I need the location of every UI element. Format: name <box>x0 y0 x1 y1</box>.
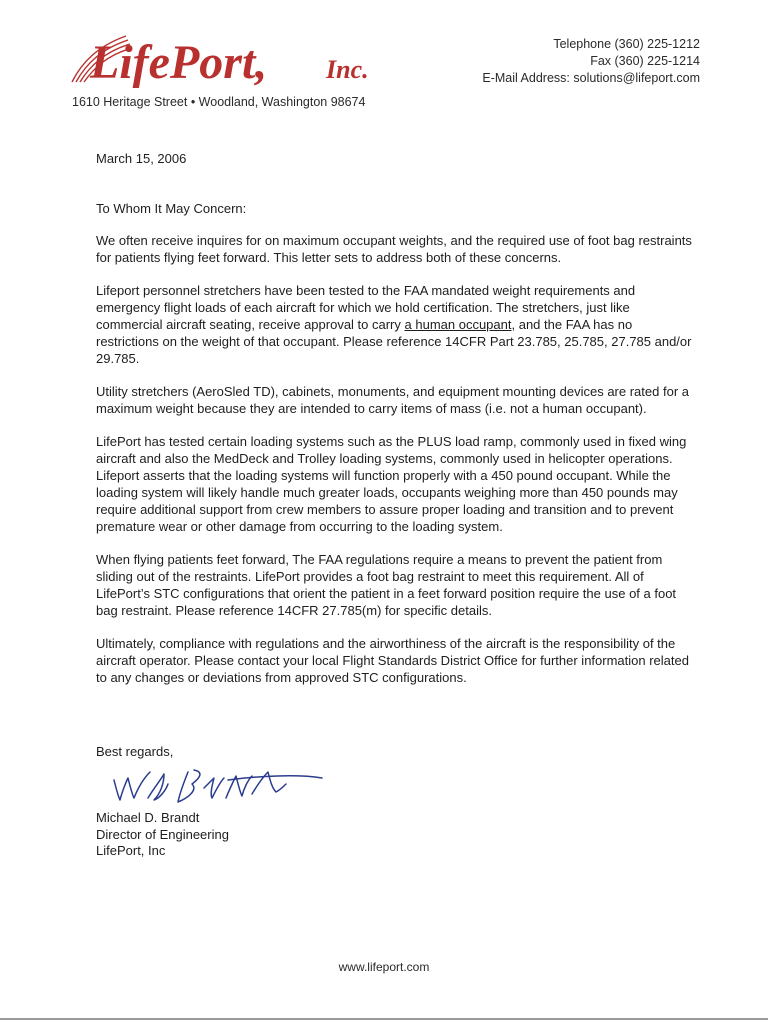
signer-title: Director of Engineering <box>96 826 229 842</box>
email-address: E-Mail Address: solutions@lifeport.com <box>482 71 700 85</box>
signer-name: Michael D. Brandt <box>96 810 200 825</box>
paragraph-1: We often receive inquires for on maximum occupant weights, and the required use of foot bag restraints for patients flying feet forward. This letter sets to address both of these concerns. <box>96 233 692 265</box>
salutation: To Whom It May Concern: <box>96 201 247 216</box>
signer-company: LifePort, Inc <box>96 843 166 858</box>
closing: Best regards, <box>96 744 174 759</box>
underlined-phrase: a human occupant <box>404 317 512 332</box>
logo-wordmark: LifePort, <box>90 36 268 88</box>
paragraph-3: Utility stretchers (AeroSled TD), cabinets, monuments, and equipment mounting devices are rated for a maximum weight because they are intended to carry items of mass (i.e. not a human occupant). <box>96 384 689 416</box>
fax: Fax (360) 225-1214 <box>590 54 700 68</box>
paragraph-2-part-2: , and the FAA has no restrictions on the weight of that occupant. Please reference 14CFR Part 23.785, 25.785, 27.785 and/or 29.785. <box>96 317 692 366</box>
paragraph-5: When flying patients feet forward, The FAA regulations require a means to prevent the patient from sliding out of the restraints. LifePort provides a foot bag restraint to meet this requirement. All of LifePort’s STC configurations that orient the patient in a feet forward position require the use of a foot bag restraint. Please reference 14CFR 27.785(m) for specific details. <box>96 552 677 618</box>
signature-icon <box>108 758 328 818</box>
paragraph-4: LifePort has tested certain loading systems such as the PLUS load ramp, commonly used in fixed wing aircraft and also the MedDeck and Trolley loading systems, commonly used in helicopter operations. Lifeport asserts that the loading systems will function properly with a 450 pound occupant. While the loading system will likely handle much greater loads, occupants weighing more than 450 pounds may require additional support from crew members to assure proper loading and transition and to prevent premature wear or other damage from occurring to the loading system. <box>96 434 687 534</box>
letter-date: March 15, 2006 <box>96 151 187 166</box>
letter-body <box>96 150 696 702</box>
logo-inc: Inc. <box>326 55 369 84</box>
bottom-edge-rule <box>0 1018 768 1020</box>
paragraph-6: Ultimately, compliance with regulations and the airworthiness of the aircraft is the responsibility of the aircraft operator. Please contact your local Flight Standards District Office for further information related to any changes or deviations from approved STC configurations. <box>96 636 689 685</box>
letterhead-address: 1610 Heritage Street • Woodland, Washington 98674 <box>72 95 366 109</box>
letterhead-contact <box>482 36 700 87</box>
footer-website[interactable]: www.lifeport.com <box>338 960 430 974</box>
signature-block <box>96 810 229 860</box>
paragraph-2 <box>96 282 696 367</box>
telephone: Telephone (360) 225-1212 <box>553 37 700 51</box>
paragraph-2-part-1: Lifeport personnel stretchers have been tested to the FAA mandated weight requirements and emergency flight loads of each aircraft for which we hold certification. The stretchers, just like commercial aircraft seating, receive approval to carry <box>96 283 636 332</box>
lifeport-logo <box>68 32 388 88</box>
